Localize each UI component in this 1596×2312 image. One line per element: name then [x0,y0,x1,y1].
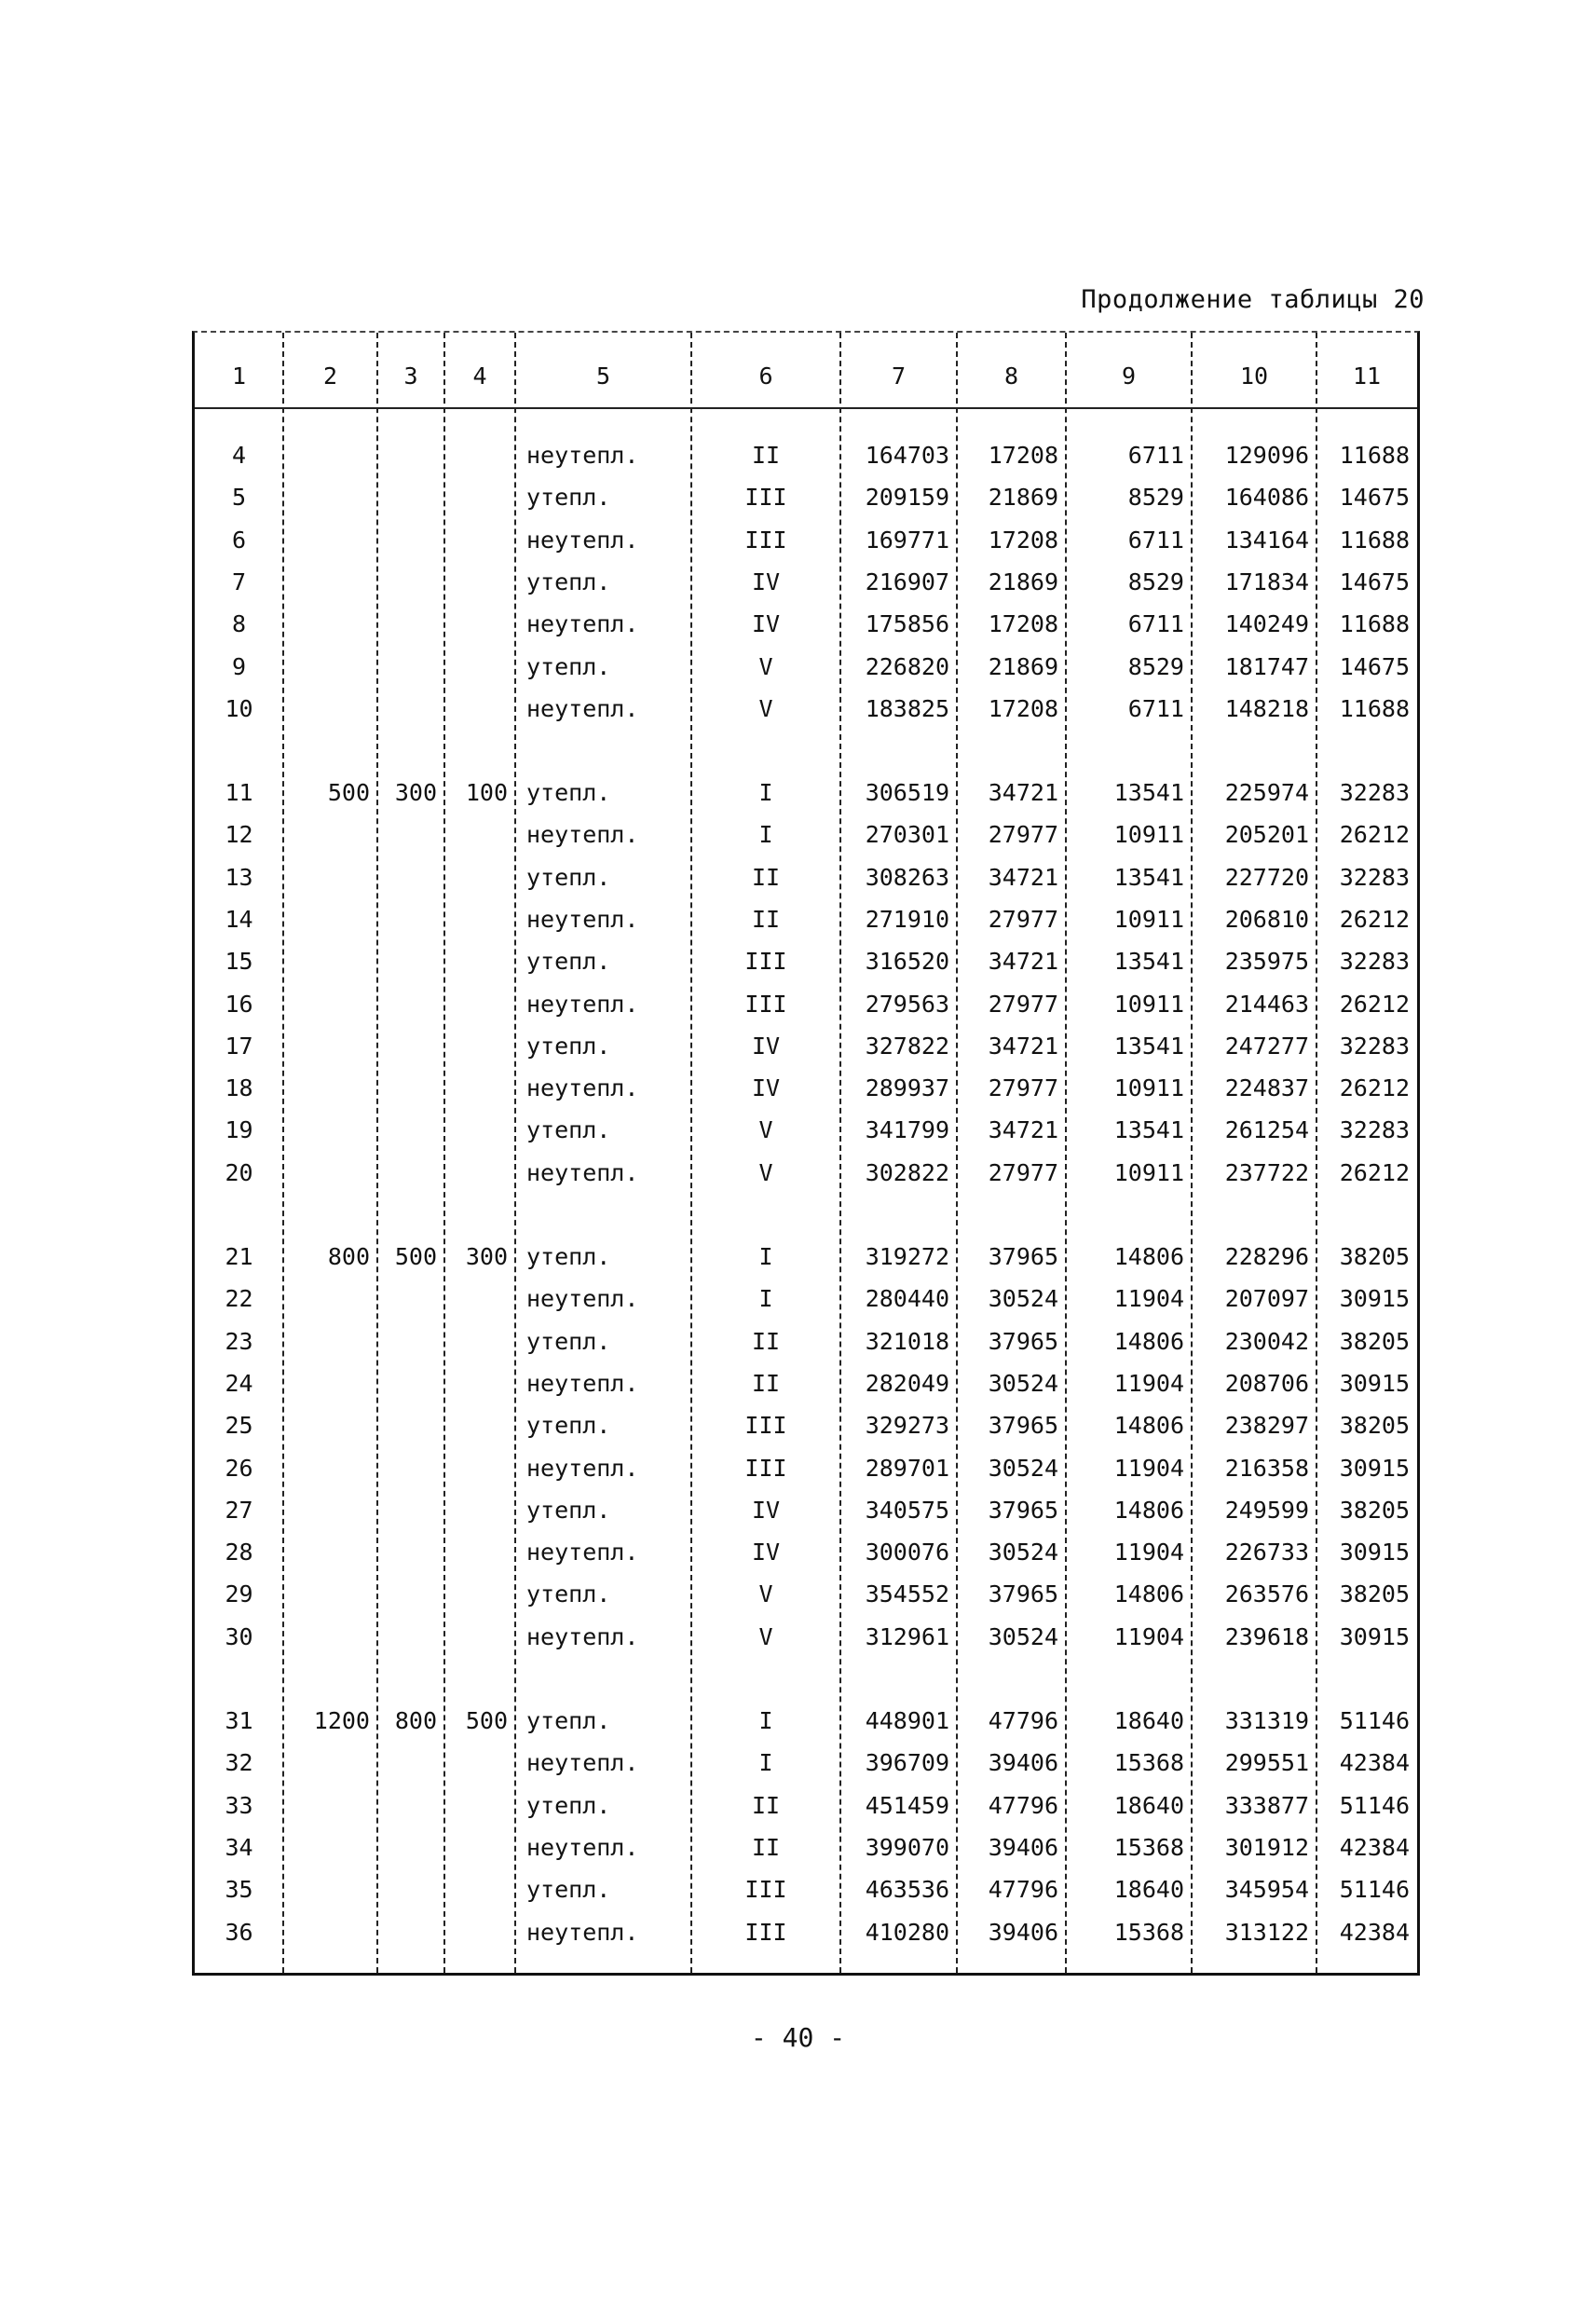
header-cell: 6 [758,363,773,390]
value-10-cell: 207097 [1224,1285,1309,1312]
value-7-cell: 209159 [865,484,949,511]
insulation-type-cell: утепл. [526,1243,611,1270]
value-8-cell: 30524 [988,1370,1058,1397]
value-7-cell: 271910 [865,906,949,933]
value-8-cell: 17208 [988,442,1058,469]
class-cell: II [751,906,781,933]
insulation-type-cell: утепл. [526,1580,611,1607]
row-number-cell: 18 [225,1074,253,1101]
value-8-cell: 21869 [988,653,1058,680]
value-8-cell: 47796 [988,1792,1058,1819]
insulation-type-cell: утепл. [526,484,611,511]
row-number-cell: 17 [225,1033,253,1060]
value-11-cell: 26212 [1339,1074,1410,1101]
dimension-c-cell: 100 [465,779,508,806]
value-7-cell: 279563 [865,991,949,1018]
row-number-cell: 25 [225,1412,253,1439]
insulation-type-cell: неутепл. [526,1919,639,1946]
value-11-cell: 42384 [1339,1834,1410,1861]
dimension-b-cell: 800 [394,1707,437,1734]
value-10-cell: 235975 [1224,948,1309,975]
value-8-cell: 34721 [988,779,1058,806]
value-10-cell: 164086 [1224,484,1309,511]
value-8-cell: 34721 [988,864,1058,891]
value-10-cell: 208706 [1224,1370,1309,1397]
insulation-type-cell: неутепл. [526,906,639,933]
value-9-cell: 14806 [1113,1580,1184,1607]
value-11-cell: 14675 [1339,653,1410,680]
row-number-cell: 5 [231,484,247,511]
value-8-cell: 39406 [988,1834,1058,1861]
insulation-type-cell: неутепл. [526,1370,639,1397]
value-9-cell: 10911 [1113,821,1184,848]
value-11-cell: 26212 [1339,906,1410,933]
dimension-c-cell: 500 [465,1707,508,1734]
class-cell: IV [751,1033,781,1060]
insulation-type-cell: неутепл. [526,1074,639,1101]
class-cell: II [751,442,781,469]
insulation-type-cell: утепл. [526,653,611,680]
header-cell: 5 [595,363,611,390]
row-number-cell: 33 [225,1792,253,1819]
value-8-cell: 30524 [988,1455,1058,1482]
value-7-cell: 312961 [865,1623,949,1650]
value-9-cell: 10911 [1113,906,1184,933]
insulation-type-cell: утепл. [526,1116,611,1143]
value-10-cell: 237722 [1224,1159,1309,1186]
header-cell: 2 [322,363,338,390]
value-7-cell: 169771 [865,527,949,554]
value-11-cell: 30915 [1339,1623,1410,1650]
value-10-cell: 226733 [1224,1539,1309,1566]
value-10-cell: 134164 [1224,527,1309,554]
row-number-cell: 30 [225,1623,253,1650]
class-cell: III [744,991,787,1018]
insulation-type-cell: утепл. [526,1497,611,1524]
value-10-cell: 333877 [1224,1792,1309,1819]
value-7-cell: 216907 [865,568,949,595]
value-9-cell: 15368 [1113,1919,1184,1946]
row-number-cell: 14 [225,906,253,933]
value-7-cell: 321018 [865,1328,949,1355]
class-cell: III [744,1919,787,1946]
header-cell: 4 [472,363,487,390]
insulation-type-cell: утепл. [526,568,611,595]
value-9-cell: 13541 [1113,864,1184,891]
value-11-cell: 11688 [1339,527,1410,554]
value-9-cell: 8529 [1127,484,1184,511]
value-11-cell: 11688 [1339,695,1410,722]
value-8-cell: 21869 [988,484,1058,511]
class-cell: IV [751,1497,781,1524]
page-number: - 40 - [750,2022,846,2053]
dimension-a-cell: 800 [327,1243,370,1270]
dimension-a-cell: 500 [327,779,370,806]
value-8-cell: 27977 [988,906,1058,933]
insulation-type-cell: утепл. [526,1876,611,1903]
insulation-type-cell: утепл. [526,779,611,806]
value-7-cell: 282049 [865,1370,949,1397]
value-9-cell: 11904 [1113,1539,1184,1566]
insulation-type-cell: неутепл. [526,1749,639,1776]
row-number-cell: 31 [225,1707,253,1734]
value-10-cell: 227720 [1224,864,1309,891]
row-number-cell: 21 [225,1243,253,1270]
value-10-cell: 225974 [1224,779,1309,806]
value-9-cell: 13541 [1113,1033,1184,1060]
row-number-cell: 19 [225,1116,253,1143]
header-cell: 1 [231,363,247,390]
value-10-cell: 206810 [1224,906,1309,933]
value-9-cell: 18640 [1113,1792,1184,1819]
class-cell: I [758,1749,773,1776]
insulation-type-cell: неутепл. [526,821,639,848]
value-8-cell: 47796 [988,1876,1058,1903]
class-cell: III [744,527,787,554]
value-10-cell: 214463 [1224,991,1309,1018]
class-cell: IV [751,610,781,637]
class-cell: IV [751,1539,781,1566]
row-number-cell: 22 [225,1285,253,1312]
value-10-cell: 301912 [1224,1834,1309,1861]
table-caption: Продолжение таблицы 20 [1081,285,1425,314]
value-7-cell: 463536 [865,1876,949,1903]
class-cell: V [758,1580,773,1607]
value-8-cell: 30524 [988,1285,1058,1312]
insulation-type-cell: утепл. [526,1328,611,1355]
class-cell: I [758,821,773,848]
value-9-cell: 15368 [1113,1749,1184,1776]
class-cell: V [758,1623,773,1650]
value-11-cell: 30915 [1339,1285,1410,1312]
value-11-cell: 42384 [1339,1919,1410,1946]
value-11-cell: 38205 [1339,1497,1410,1524]
value-9-cell: 13541 [1113,1116,1184,1143]
row-number-cell: 4 [231,442,247,469]
value-10-cell: 181747 [1224,653,1309,680]
value-9-cell: 11904 [1113,1455,1184,1482]
insulation-type-cell: неутепл. [526,1455,639,1482]
row-number-cell: 15 [225,948,253,975]
value-11-cell: 11688 [1339,442,1410,469]
value-11-cell: 26212 [1339,821,1410,848]
value-9-cell: 8529 [1127,653,1184,680]
value-7-cell: 341799 [865,1116,949,1143]
value-8-cell: 17208 [988,610,1058,637]
value-8-cell: 34721 [988,1116,1058,1143]
value-10-cell: 249599 [1224,1497,1309,1524]
insulation-type-cell: неутепл. [526,610,639,637]
value-11-cell: 51146 [1339,1792,1410,1819]
value-10-cell: 238297 [1224,1412,1309,1439]
class-cell: III [744,1876,787,1903]
value-8-cell: 30524 [988,1623,1058,1650]
value-7-cell: 164703 [865,442,949,469]
class-cell: II [751,864,781,891]
value-9-cell: 18640 [1113,1876,1184,1903]
value-10-cell: 140249 [1224,610,1309,637]
value-11-cell: 38205 [1339,1580,1410,1607]
value-9-cell: 14806 [1113,1497,1184,1524]
value-8-cell: 37965 [988,1412,1058,1439]
row-number-cell: 24 [225,1370,253,1397]
insulation-type-cell: неутепл. [526,1285,639,1312]
value-11-cell: 32283 [1339,779,1410,806]
value-7-cell: 340575 [865,1497,949,1524]
row-number-cell: 35 [225,1876,253,1903]
value-8-cell: 27977 [988,1074,1058,1101]
value-9-cell: 13541 [1113,779,1184,806]
value-11-cell: 38205 [1339,1412,1410,1439]
value-11-cell: 14675 [1339,484,1410,511]
row-number-cell: 29 [225,1580,253,1607]
class-cell: II [751,1792,781,1819]
value-9-cell: 11904 [1113,1623,1184,1650]
class-cell: III [744,1412,787,1439]
insulation-type-cell: неутепл. [526,695,639,722]
row-number-cell: 23 [225,1328,253,1355]
class-cell: II [751,1370,781,1397]
value-9-cell: 10911 [1113,1074,1184,1101]
dimension-a-cell: 1200 [313,1707,370,1734]
value-9-cell: 14806 [1113,1328,1184,1355]
row-number-cell: 36 [225,1919,253,1946]
value-7-cell: 226820 [865,653,949,680]
value-7-cell: 300076 [865,1539,949,1566]
value-11-cell: 32283 [1339,948,1410,975]
class-cell: III [744,948,787,975]
row-number-cell: 28 [225,1539,253,1566]
value-10-cell: 299551 [1224,1749,1309,1776]
class-cell: V [758,695,773,722]
insulation-type-cell: утепл. [526,1033,611,1060]
value-10-cell: 216358 [1224,1455,1309,1482]
value-10-cell: 345954 [1224,1876,1309,1903]
row-number-cell: 6 [231,527,247,554]
header-cell: 11 [1352,363,1382,390]
value-9-cell: 8529 [1127,568,1184,595]
value-9-cell: 10911 [1113,991,1184,1018]
dimension-b-cell: 300 [394,779,437,806]
class-cell: I [758,1285,773,1312]
value-11-cell: 32283 [1339,1033,1410,1060]
value-7-cell: 289937 [865,1074,949,1101]
value-11-cell: 32283 [1339,1116,1410,1143]
value-8-cell: 37965 [988,1328,1058,1355]
value-9-cell: 6711 [1127,695,1184,722]
value-8-cell: 21869 [988,568,1058,595]
value-7-cell: 319272 [865,1243,949,1270]
value-9-cell: 14806 [1113,1412,1184,1439]
class-cell: III [744,1455,787,1482]
class-cell: IV [751,568,781,595]
row-number-cell: 34 [225,1834,253,1861]
value-8-cell: 39406 [988,1749,1058,1776]
value-9-cell: 6711 [1127,442,1184,469]
dimension-b-cell: 500 [394,1243,437,1270]
row-number-cell: 26 [225,1455,253,1482]
insulation-type-cell: неутепл. [526,527,639,554]
class-cell: I [758,779,773,806]
class-cell: V [758,1116,773,1143]
insulation-type-cell: неутепл. [526,442,639,469]
row-number-cell: 16 [225,991,253,1018]
value-11-cell: 38205 [1339,1243,1410,1270]
value-7-cell: 175856 [865,610,949,637]
class-cell: V [758,653,773,680]
value-8-cell: 47796 [988,1707,1058,1734]
row-number-cell: 20 [225,1159,253,1186]
value-10-cell: 230042 [1224,1328,1309,1355]
class-cell: I [758,1707,773,1734]
value-11-cell: 42384 [1339,1749,1410,1776]
value-7-cell: 302822 [865,1159,949,1186]
value-7-cell: 354552 [865,1580,949,1607]
value-10-cell: 239618 [1224,1623,1309,1650]
class-cell: II [751,1834,781,1861]
insulation-type-cell: неутепл. [526,991,639,1018]
value-8-cell: 30524 [988,1539,1058,1566]
value-7-cell: 329273 [865,1412,949,1439]
value-7-cell: 308263 [865,864,949,891]
value-7-cell: 270301 [865,821,949,848]
value-7-cell: 396709 [865,1749,949,1776]
value-8-cell: 17208 [988,695,1058,722]
value-7-cell: 289701 [865,1455,949,1482]
value-9-cell: 15368 [1113,1834,1184,1861]
data-table [192,331,1420,1976]
value-10-cell: 129096 [1224,442,1309,469]
value-10-cell: 148218 [1224,695,1309,722]
row-number-cell: 12 [225,821,253,848]
header-cell: 9 [1121,363,1137,390]
insulation-type-cell: утепл. [526,864,611,891]
value-10-cell: 224837 [1224,1074,1309,1101]
class-cell: IV [751,1074,781,1101]
insulation-type-cell: утепл. [526,1412,611,1439]
value-11-cell: 51146 [1339,1707,1410,1734]
row-number-cell: 32 [225,1749,253,1776]
value-8-cell: 27977 [988,1159,1058,1186]
row-number-cell: 27 [225,1497,253,1524]
row-number-cell: 11 [225,779,253,806]
value-11-cell: 26212 [1339,991,1410,1018]
value-8-cell: 37965 [988,1497,1058,1524]
row-number-cell: 8 [231,610,247,637]
value-8-cell: 39406 [988,1919,1058,1946]
value-8-cell: 17208 [988,527,1058,554]
value-7-cell: 399070 [865,1834,949,1861]
value-10-cell: 313122 [1224,1919,1309,1946]
value-9-cell: 11904 [1113,1370,1184,1397]
value-8-cell: 37965 [988,1580,1058,1607]
value-10-cell: 263576 [1224,1580,1309,1607]
value-8-cell: 34721 [988,1033,1058,1060]
insulation-type-cell: неутепл. [526,1159,639,1186]
dimension-c-cell: 300 [465,1243,508,1270]
value-11-cell: 14675 [1339,568,1410,595]
value-11-cell: 32283 [1339,864,1410,891]
value-9-cell: 6711 [1127,527,1184,554]
value-7-cell: 327822 [865,1033,949,1060]
insulation-type-cell: утепл. [526,1707,611,1734]
value-7-cell: 306519 [865,779,949,806]
value-10-cell: 261254 [1224,1116,1309,1143]
class-cell: V [758,1159,773,1186]
value-11-cell: 11688 [1339,610,1410,637]
class-cell: II [751,1328,781,1355]
row-number-cell: 9 [231,653,247,680]
value-9-cell: 14806 [1113,1243,1184,1270]
value-11-cell: 26212 [1339,1159,1410,1186]
row-number-cell: 10 [225,695,253,722]
value-9-cell: 11904 [1113,1285,1184,1312]
insulation-type-cell: утепл. [526,1792,611,1819]
value-9-cell: 10911 [1113,1159,1184,1186]
insulation-type-cell: утепл. [526,948,611,975]
header-cell: 3 [403,363,418,390]
value-9-cell: 6711 [1127,610,1184,637]
value-11-cell: 30915 [1339,1455,1410,1482]
insulation-type-cell: неутепл. [526,1834,639,1861]
value-10-cell: 247277 [1224,1033,1309,1060]
row-number-cell: 13 [225,864,253,891]
value-7-cell: 451459 [865,1792,949,1819]
value-10-cell: 228296 [1224,1243,1309,1270]
insulation-type-cell: неутепл. [526,1539,639,1566]
header-cell: 8 [1003,363,1019,390]
value-10-cell: 331319 [1224,1707,1309,1734]
value-9-cell: 13541 [1113,948,1184,975]
value-9-cell: 18640 [1113,1707,1184,1734]
row-number-cell: 7 [231,568,247,595]
header-cell: 10 [1239,363,1269,390]
value-8-cell: 34721 [988,948,1058,975]
header-cell: 7 [891,363,907,390]
value-11-cell: 30915 [1339,1370,1410,1397]
insulation-type-cell: неутепл. [526,1623,639,1650]
header-separator [195,407,1417,409]
class-cell: I [758,1243,773,1270]
column-divider [514,333,516,1973]
value-7-cell: 316520 [865,948,949,975]
value-10-cell: 171834 [1224,568,1309,595]
value-7-cell: 410280 [865,1919,949,1946]
value-7-cell: 280440 [865,1285,949,1312]
value-10-cell: 205201 [1224,821,1309,848]
value-11-cell: 51146 [1339,1876,1410,1903]
value-7-cell: 183825 [865,695,949,722]
value-11-cell: 38205 [1339,1328,1410,1355]
value-11-cell: 30915 [1339,1539,1410,1566]
value-7-cell: 448901 [865,1707,949,1734]
value-8-cell: 27977 [988,991,1058,1018]
value-8-cell: 27977 [988,821,1058,848]
class-cell: III [744,484,787,511]
value-8-cell: 37965 [988,1243,1058,1270]
